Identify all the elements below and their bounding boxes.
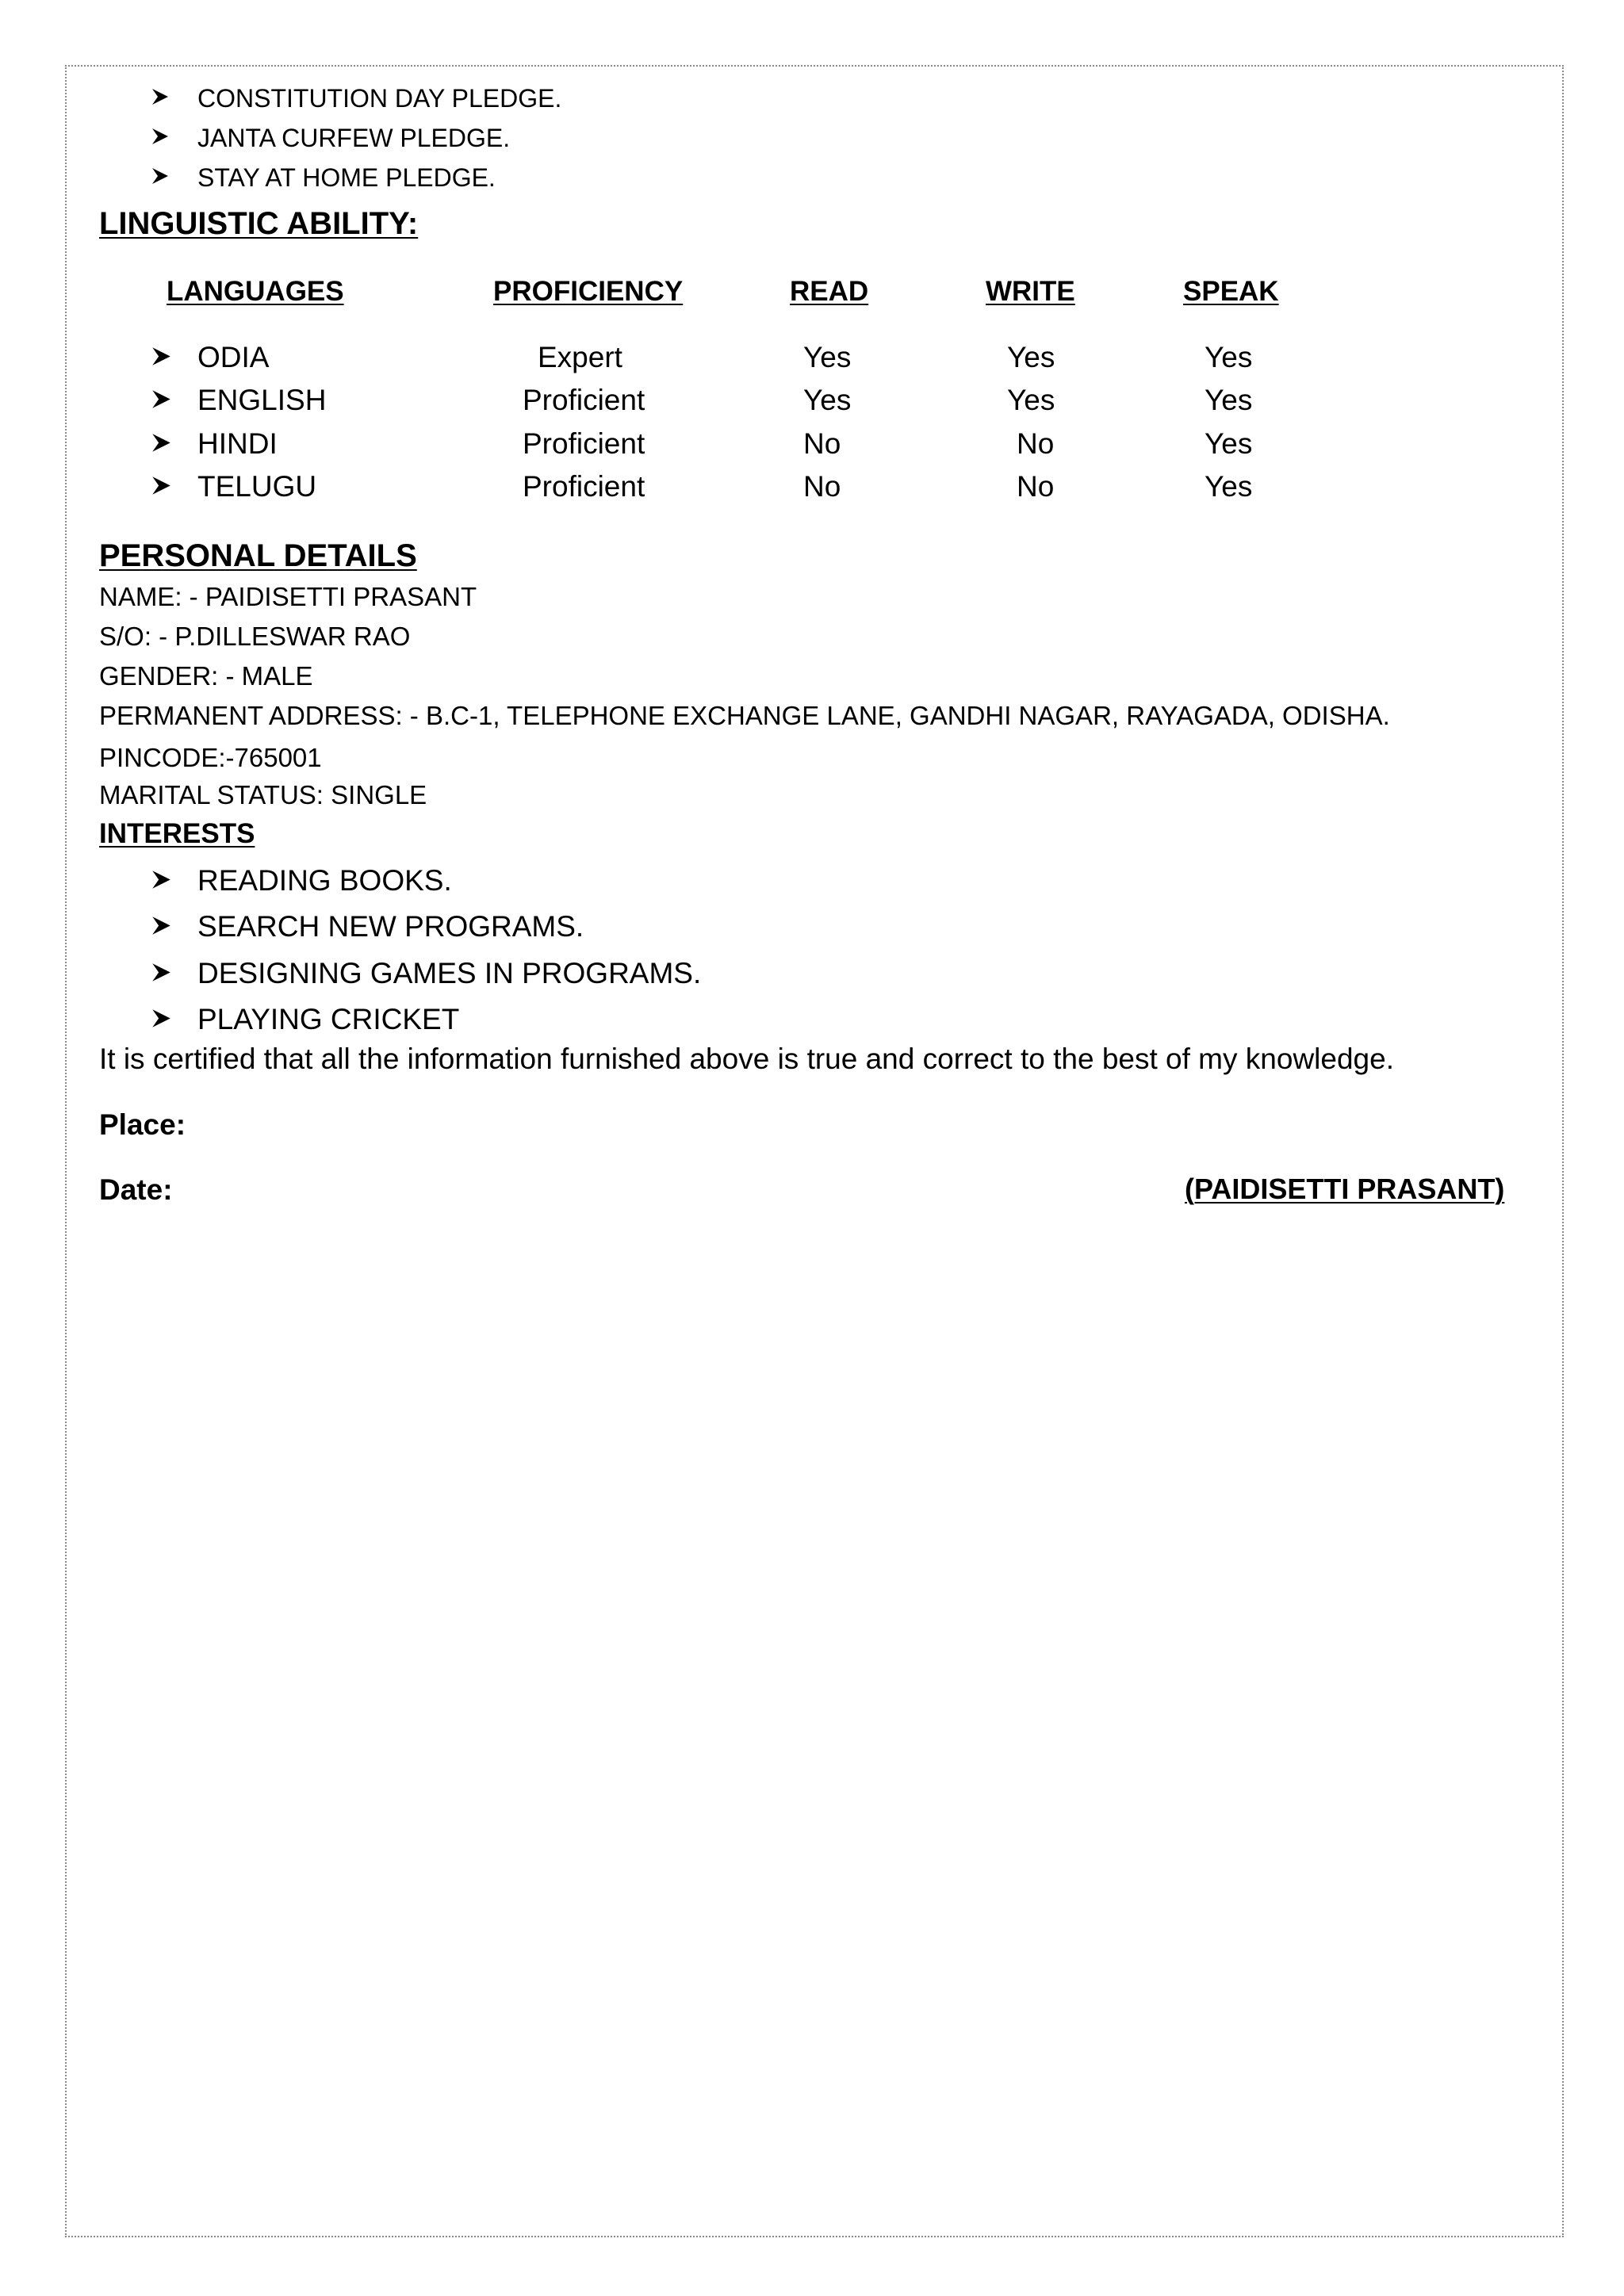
language-write: No bbox=[1017, 470, 1055, 503]
arrowhead-bullet-icon bbox=[151, 388, 172, 410]
place-label: Place: bbox=[99, 1108, 186, 1141]
declaration-text: It is certified that all the information furnished above is true and correct to the best of my knowledge. bbox=[99, 1043, 1394, 1075]
col-speak: SPEAK bbox=[1183, 276, 1279, 307]
linguistic-heading: LINGUISTIC ABILITY: bbox=[99, 206, 419, 241]
arrowhead-bullet-icon bbox=[151, 1008, 172, 1029]
col-proficiency: PROFICIENCY bbox=[493, 276, 684, 307]
language-name: HINDI bbox=[197, 427, 278, 460]
col-write: WRITE bbox=[986, 276, 1075, 307]
language-proficiency: Proficient bbox=[523, 427, 645, 460]
detail-father: S/O: - P.DILLESWAR RAO bbox=[99, 622, 411, 651]
language-name: ENGLISH bbox=[197, 384, 327, 416]
personal-details-heading: PERSONAL DETAILS bbox=[99, 538, 417, 573]
language-proficiency: Expert bbox=[538, 341, 622, 373]
detail-marital-status: MARITAL STATUS: SINGLE bbox=[99, 780, 427, 809]
arrowhead-bullet-icon bbox=[151, 432, 172, 453]
detail-address: PERMANENT ADDRESS: - B.C-1, TELEPHONE EXCHANGE LANE, GANDHI NAGAR, RAYAGADA, ODISHA. bbox=[99, 701, 1390, 730]
language-name: ODIA bbox=[197, 341, 270, 373]
interests-heading: INTERESTS bbox=[99, 818, 255, 849]
language-name: TELUGU bbox=[197, 470, 317, 503]
interest-item: READING BOOKS. bbox=[197, 864, 452, 897]
signature-name: (PAIDISETTI PRASANT) bbox=[1185, 1173, 1505, 1205]
pledge-item: STAY AT HOME PLEDGE. bbox=[197, 163, 496, 192]
language-read: Yes bbox=[803, 341, 852, 373]
arrowhead-bullet-icon bbox=[151, 127, 170, 146]
interest-item: PLAYING CRICKET bbox=[197, 1003, 460, 1035]
pledge-item: CONSTITUTION DAY PLEDGE. bbox=[197, 84, 562, 113]
language-read: Yes bbox=[803, 384, 852, 416]
language-speak: Yes bbox=[1205, 341, 1253, 373]
detail-gender: GENDER: - MALE bbox=[99, 661, 313, 691]
language-speak: Yes bbox=[1205, 470, 1253, 503]
arrowhead-bullet-icon bbox=[151, 915, 172, 936]
interest-item: DESIGNING GAMES IN PROGRAMS. bbox=[197, 957, 702, 989]
language-write: No bbox=[1017, 427, 1055, 460]
col-languages: LANGUAGES bbox=[167, 276, 344, 307]
language-read: No bbox=[803, 427, 841, 460]
language-proficiency: Proficient bbox=[523, 384, 645, 416]
date-label: Date: bbox=[99, 1173, 173, 1206]
arrowhead-bullet-icon bbox=[151, 475, 172, 496]
col-read: READ bbox=[790, 276, 869, 307]
language-write: Yes bbox=[1007, 384, 1055, 416]
language-proficiency: Proficient bbox=[523, 470, 645, 503]
language-write: Yes bbox=[1007, 341, 1055, 373]
language-speak: Yes bbox=[1205, 427, 1253, 460]
language-speak: Yes bbox=[1205, 384, 1253, 416]
arrowhead-bullet-icon bbox=[151, 346, 172, 367]
arrowhead-bullet-icon bbox=[151, 166, 170, 186]
pledge-item: JANTA CURFEW PLEDGE. bbox=[197, 124, 511, 152]
detail-pincode: PINCODE:-765001 bbox=[99, 743, 322, 772]
detail-name: NAME: - PAIDISETTI PRASANT bbox=[99, 582, 477, 611]
arrowhead-bullet-icon bbox=[151, 87, 170, 106]
arrowhead-bullet-icon bbox=[151, 869, 172, 890]
language-read: No bbox=[803, 470, 841, 503]
arrowhead-bullet-icon bbox=[151, 962, 172, 983]
interest-item: SEARCH NEW PROGRAMS. bbox=[197, 910, 584, 943]
